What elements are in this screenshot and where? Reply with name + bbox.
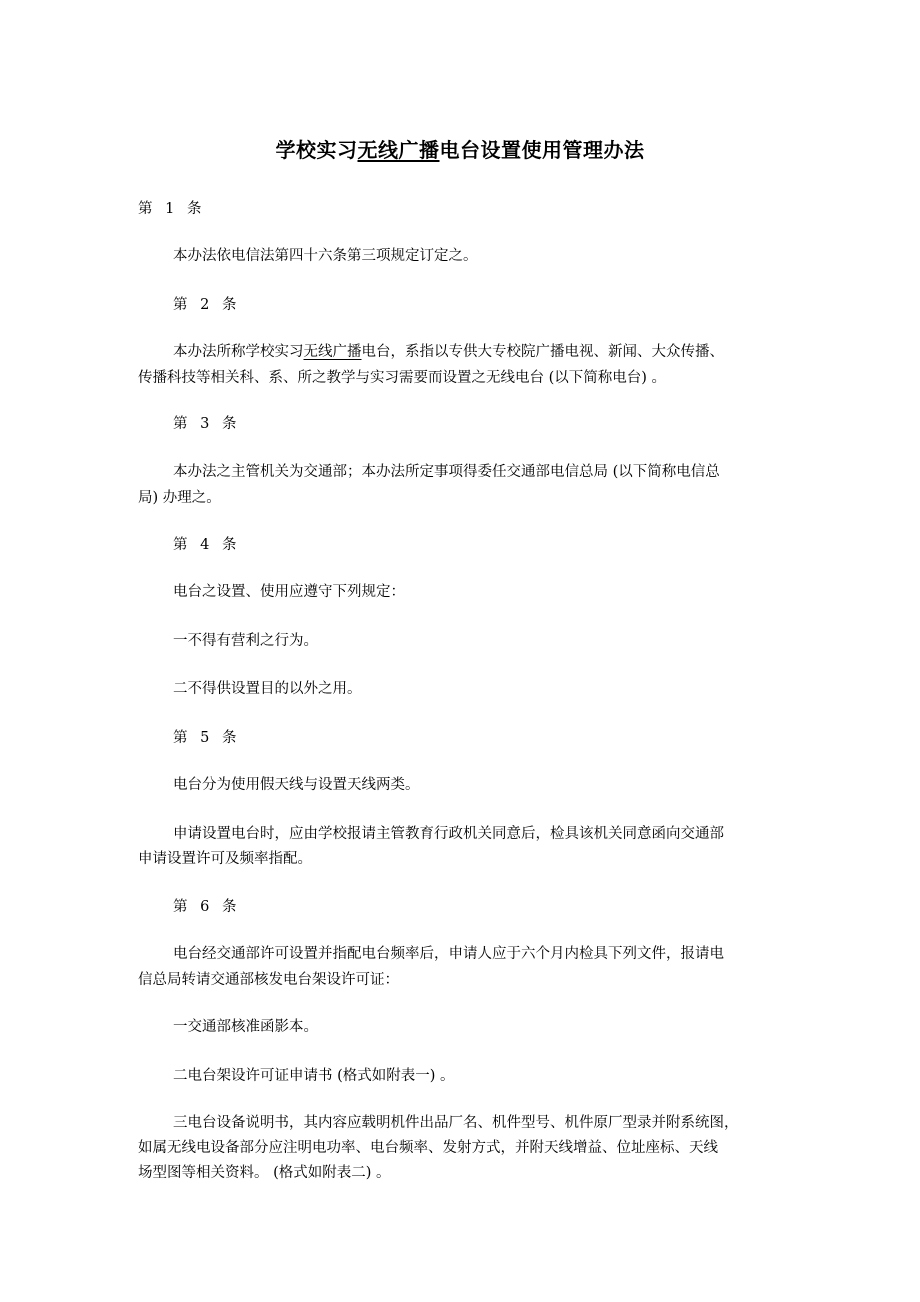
article-5-line-2a: 申请设置电台时，应由学校报请主管教育行政机关同意后，检具该机关同意函向交通部 (173, 826, 724, 842)
article-5-label: 第 5 条 (173, 730, 241, 746)
article-6-line-1: 电台经交通部许可设置并指配电台频率后，申请人应于六个月内检具下列文件，报请电 (173, 946, 724, 962)
article-6-item-3-line-1: 三电台设备说明书，其内容应载明机件出品厂名、机件型号、机件原厂型录并附系统图， (173, 1115, 739, 1131)
title-suffix: 电台设置使用管理办法 (439, 138, 645, 162)
article-6-item-1: 一交通部核准函影本。 (173, 1019, 318, 1035)
article-5-text-1: 电台分为使用假天线与设置天线两类。 (173, 777, 420, 793)
article-2-text-prefix: 本办法所称学校实习 (173, 344, 304, 360)
article-4-item-2: 二不得供设置目的以外之用。 (173, 681, 362, 697)
article-5-line-2b: 申请设置许可及频率指配。 (138, 851, 312, 867)
article-1-label: 第 1 条 (138, 201, 206, 217)
title-underlined-term: 无线广播 (357, 138, 440, 162)
article-6-label: 第 6 条 (173, 899, 241, 915)
article-4-label: 第 4 条 (173, 537, 241, 553)
article-4-item-1: 一不得有营利之行为。 (173, 633, 318, 649)
article-2-line-1 (138, 340, 788, 364)
article-1-text: 本办法依电信法第四十六条第三项规定订定之。 (173, 248, 478, 264)
article-3-line-2: 局) 办理之。 (138, 490, 221, 506)
article-6-item-3-line-3: 场型图等相关资料。 (格式如附表二) 。 (138, 1165, 391, 1181)
article-6-item-3-line-2: 如属无线电设备部分应注明电功率、电台频率、发射方式，并附天线增益、位址座标、天线 (138, 1140, 718, 1156)
article-6-line-2: 信总局转请交通部核发电台架设许可证： (138, 972, 399, 988)
article-3-line-1: 本办法之主管机关为交通部；本办法所定事项得委任交通部电信总局 (以下简称电信总 (173, 464, 720, 480)
article-3-label: 第 3 条 (173, 416, 241, 432)
document-title (0, 134, 920, 163)
article-6-item-2: 二电台架设许可证申请书 (格式如附表一) 。 (173, 1068, 455, 1084)
article-2-line-2: 传播科技等相关科、系、所之教学与实习需要而设置之无线电台 (以下简称电台) 。 (138, 370, 667, 386)
title-prefix: 学校实习 (275, 138, 358, 162)
article-2-underlined-term: 无线广播 (303, 344, 362, 360)
article-4-intro: 电台之设置、使用应遵守下列规定： (173, 584, 405, 600)
article-2-text-suffix: 电台，系指以专供大专校院广播电视、新闻、大众传播、 (361, 344, 724, 360)
article-2-label: 第 2 条 (173, 297, 241, 313)
